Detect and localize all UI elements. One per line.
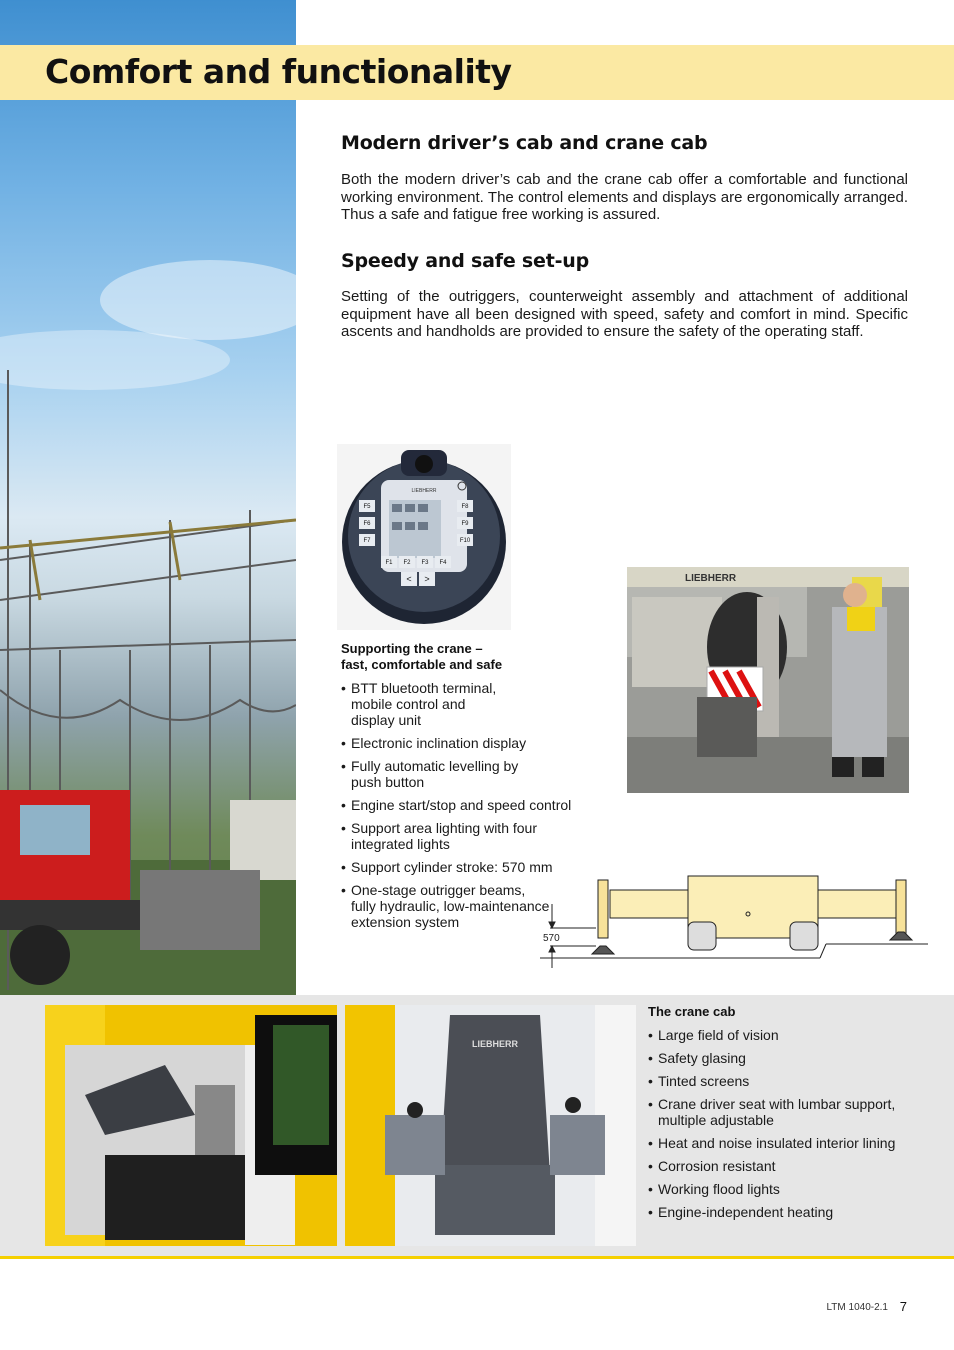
section-body-setup: Setting of the outriggers, counterweight assembly and attachment of additional equipment have all been designed with speed, safety and comfort in mind. Specific ascents and handholds are provided to ensure the safety of the operating staff. — [341, 288, 908, 340]
list-item: • Working flood lights — [648, 1181, 918, 1197]
terminal-key: F3 — [421, 560, 429, 566]
outrigger-diagram — [540, 872, 928, 970]
power-station-photo — [0, 0, 296, 995]
terminal-key: F7 — [363, 538, 371, 544]
list-item: • Large field of vision — [648, 1027, 918, 1043]
terminal-key: F2 — [403, 560, 411, 566]
section-heading-cab: Modern driver’s cab and crane cab — [341, 132, 708, 154]
list-item: • Tinted screens — [648, 1073, 918, 1089]
outrigger-photo — [627, 567, 909, 793]
seat-brand: LIEBHERR — [471, 1039, 519, 1049]
terminal-key: F10 — [459, 538, 471, 544]
list-item: • BTT bluetooth terminal, mobile control and display unit — [341, 680, 511, 728]
footer-rule — [0, 1256, 954, 1259]
section-body-cab: Both the modern driver’s cab and the crane cab offer a comfortable and functional working environment. The control elements and displays are ergonomically arranged. Thus a safe and fatigue free working is assured. — [341, 171, 908, 223]
list-item: • One-stage outrigger beams, fully hydraulic, low-maintenance extension system — [341, 882, 551, 930]
list-item: • Engine-independent heating — [648, 1204, 918, 1220]
list-item: • Engine start/stop and speed control — [341, 797, 591, 813]
list-item: • Corrosion resistant — [648, 1158, 918, 1174]
terminal-key: F4 — [439, 560, 447, 566]
crane-cab-title: The crane cab — [648, 1004, 736, 1019]
list-item: • Safety glasing — [648, 1050, 918, 1066]
terminal-key: F9 — [461, 521, 469, 527]
list-item: • Electronic inclination display — [341, 735, 591, 751]
terminal-key: F5 — [363, 504, 371, 510]
terminal-nav-right: > — [424, 574, 430, 584]
list-item: • Support cylinder stroke: 570 mm — [341, 859, 591, 875]
terminal-key: F8 — [461, 504, 469, 510]
stroke-label: 570 — [543, 933, 560, 944]
list-item: • Heat and noise insulated interior lining — [648, 1135, 918, 1151]
terminal-key: F6 — [363, 521, 371, 527]
supporting-title: Supporting the crane – fast, comfortable and safe — [341, 641, 503, 672]
crane-cab-list — [648, 1027, 918, 1227]
list-item: • Crane driver seat with lumbar support, multiple adjustable — [648, 1096, 918, 1128]
page-title: Comfort and functionality — [45, 52, 512, 91]
outrigger-photo-brand: LIEBHERR — [685, 573, 737, 584]
crane-cab-interior-photo — [45, 1005, 337, 1246]
terminal-nav-left: < — [406, 574, 412, 584]
list-item: • Fully automatic levelling by push button — [341, 758, 531, 790]
btt-terminal-photo — [337, 444, 511, 630]
list-item: • Support area lighting with four integrated lights — [341, 820, 556, 852]
page-number: 7 — [899, 1299, 907, 1314]
crane-seat-photo — [345, 1005, 636, 1246]
model-label: LTM 1040-2.1 — [826, 1302, 888, 1313]
section-heading-setup: Speedy and safe set-up — [341, 250, 590, 272]
terminal-key: F1 — [385, 560, 393, 566]
terminal-brand: LIEBHERR — [411, 488, 437, 494]
